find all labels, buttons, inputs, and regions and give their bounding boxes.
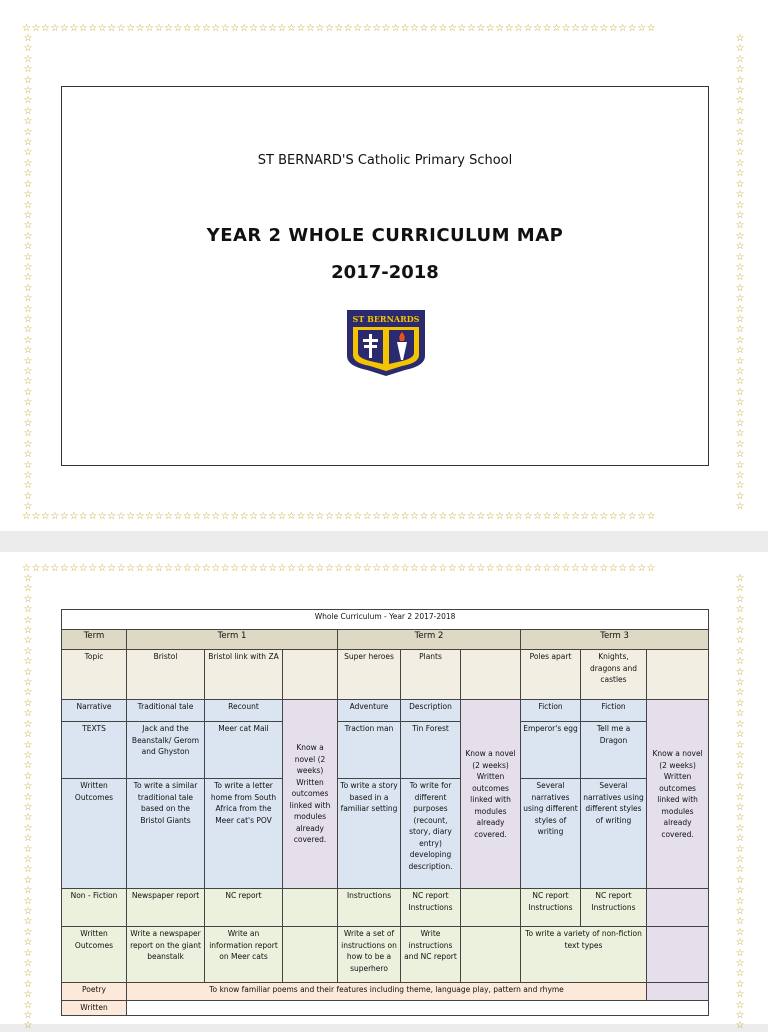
text-cell: Tell me a Dragon xyxy=(581,722,647,779)
written-outcomes-label: Written Outcomes xyxy=(62,779,127,889)
logo-text: ST BERNARDS xyxy=(352,314,420,324)
star-border-top: ☆☆☆☆☆☆☆☆☆☆☆☆☆☆☆☆☆☆☆☆☆☆☆☆☆☆☆☆☆☆☆☆☆☆☆☆☆☆☆☆☆☆☆☆☆☆☆☆☆☆☆☆☆☆☆☆☆☆☆☆☆☆☆☆☆☆☆ xyxy=(22,563,657,574)
topic-cell-empty xyxy=(647,650,709,700)
outcome-cell: Write instructions and NC report xyxy=(401,927,461,983)
topic-row xyxy=(62,650,709,700)
outcome-cell-term-3: To write a variety of non-fiction text types xyxy=(521,927,647,983)
nonfiction-row xyxy=(62,889,709,927)
nonfiction-cell: NC report Instructions xyxy=(581,889,647,927)
topic-cell: Bristol xyxy=(127,650,205,700)
poetry-row xyxy=(62,983,709,1001)
star-border-left: ☆ ☆ ☆ ☆ ☆ ☆ ☆ ☆ ☆ ☆ ☆ ☆ ☆ ☆ ☆ ☆ ☆ ☆ ☆ ☆ ☆ ☆ ☆ ☆ ☆ ☆ ☆ ☆ ☆ ☆ ☆ ☆ ☆ ☆ ☆ ☆ ☆ ☆ ☆ ☆ ☆ ☆ ☆ ☆ ☆ ☆ xyxy=(23,33,33,513)
topic-cell: Bristol link with ZA xyxy=(205,650,283,700)
narrative-cell: Description xyxy=(401,700,461,722)
topic-cell: Super heroes xyxy=(338,650,401,700)
table-caption: Whole Curriculum - Year 2 2017-2018 xyxy=(62,610,709,630)
outcome-cell-empty xyxy=(283,927,338,983)
star-border-bottom: ☆☆☆☆☆☆☆☆☆☆☆☆☆☆☆☆☆☆☆☆☆☆☆☆☆☆☆☆☆☆☆☆☆☆☆☆☆☆☆☆☆☆☆☆☆☆☆☆☆☆☆☆☆☆☆☆☆☆☆☆☆☆☆☆☆☆☆ xyxy=(22,511,657,522)
text-cell: Traction man xyxy=(338,722,401,779)
curriculum-table xyxy=(61,609,709,1016)
cover-title: YEAR 2 WHOLE CURRICULUM MAP xyxy=(206,225,564,246)
outcome-cell: Write a newspaper report on the giant beanstalk xyxy=(127,927,205,983)
nonfiction-cell: NC report xyxy=(205,889,283,927)
term-row xyxy=(62,630,709,650)
topic-cell: Poles apart xyxy=(521,650,581,700)
nonfiction-cell: NC report Instructions xyxy=(521,889,581,927)
outcome-cell-empty xyxy=(647,927,709,983)
text-cell: Jack and the Beanstalk/ Gerom and Ghyston xyxy=(127,722,205,779)
star-border-top: ☆☆☆☆☆☆☆☆☆☆☆☆☆☆☆☆☆☆☆☆☆☆☆☆☆☆☆☆☆☆☆☆☆☆☆☆☆☆☆☆☆☆☆☆☆☆☆☆☆☆☆☆☆☆☆☆☆☆☆☆☆☆☆☆☆☆☆ xyxy=(22,23,657,34)
outcome-cell: Several narratives using different styles of writing xyxy=(581,779,647,889)
topic-cell-empty xyxy=(283,650,338,700)
outcome-cell: To write a letter home from South Africa from the Meer cat's POV xyxy=(205,779,283,889)
nonfiction-cell-empty xyxy=(647,889,709,927)
narrative-cell: Recount xyxy=(205,700,283,722)
narrative-outcomes-row xyxy=(62,779,709,889)
cover-frame xyxy=(61,86,709,466)
nonfiction-cell: NC report Instructions xyxy=(401,889,461,927)
written-label: Written xyxy=(62,1001,127,1016)
nonfiction-cell: Newspaper report xyxy=(127,889,205,927)
term-3-header: Term 3 xyxy=(521,630,709,650)
term-label: Term xyxy=(62,630,127,650)
narrative-cell: Traditional tale xyxy=(127,700,205,722)
text-cell: Meer cat Mail xyxy=(205,722,283,779)
school-crest-logo xyxy=(345,308,427,378)
nonfiction-cell-empty xyxy=(461,889,521,927)
outcome-cell: To write a story based in a familiar setting xyxy=(338,779,401,889)
texts-label: TEXTS xyxy=(62,722,127,779)
star-border-right: ☆ ☆ ☆ ☆ ☆ ☆ ☆ ☆ ☆ ☆ ☆ ☆ ☆ ☆ ☆ ☆ ☆ ☆ ☆ ☆ ☆ ☆ ☆ ☆ ☆ ☆ ☆ ☆ ☆ ☆ ☆ ☆ ☆ ☆ ☆ ☆ ☆ ☆ ☆ ☆ ☆ ☆ ☆ ☆ xyxy=(735,573,745,1032)
nonfiction-label: Non - Fiction xyxy=(62,889,127,927)
narrative-cell: Adventure xyxy=(338,700,401,722)
topic-cell: Plants xyxy=(401,650,461,700)
outcome-cell: Write a set of instructions on how to be a superhero xyxy=(338,927,401,983)
novel-note-term-1: Know a novel (2 weeks) Written outcomes linked with modules already covered. xyxy=(283,700,338,889)
nonfiction-cell-empty xyxy=(283,889,338,927)
narrative-cell: Fiction xyxy=(521,700,581,722)
outcome-cell: To write for different purposes (recount, story, diary entry) developing description. xyxy=(401,779,461,889)
topic-label: Topic xyxy=(62,650,127,700)
topic-cell-empty xyxy=(461,650,521,700)
narrative-row xyxy=(62,700,709,722)
outcome-cell-empty xyxy=(461,927,521,983)
outcome-cell: To write a similar traditional tale based on the Bristol Giants xyxy=(127,779,205,889)
cover-year: 2017-2018 xyxy=(331,262,439,283)
novel-note-term-3: Know a novel (2 weeks) Written outcomes linked with modules already covered. xyxy=(647,700,709,889)
outcome-cell: Several narratives using different styles of writing xyxy=(521,779,581,889)
star-border-right: ☆ ☆ ☆ ☆ ☆ ☆ ☆ ☆ ☆ ☆ ☆ ☆ ☆ ☆ ☆ ☆ ☆ ☆ ☆ ☆ ☆ ☆ ☆ ☆ ☆ ☆ ☆ ☆ ☆ ☆ ☆ ☆ ☆ ☆ ☆ ☆ ☆ ☆ ☆ ☆ ☆ ☆ ☆ ☆ ☆ ☆ xyxy=(735,33,745,513)
topic-cell: Knights, dragons and castles xyxy=(581,650,647,700)
poetry-cell-empty xyxy=(647,983,709,1001)
term-1-header: Term 1 xyxy=(127,630,338,650)
novel-note-term-2: Know a novel (2 weeks) Written outcomes linked with modules already covered. xyxy=(461,700,521,889)
nonfiction-outcomes-row xyxy=(62,927,709,983)
poetry-cell: To know familiar poems and their features including theme, language play, pattern and rhyme xyxy=(127,983,647,1001)
nonfiction-cell: Instructions xyxy=(338,889,401,927)
text-cell: Tin Forest xyxy=(401,722,461,779)
written-cell-empty xyxy=(127,1001,709,1016)
school-name: ST BERNARD'S Catholic Primary School xyxy=(257,153,513,168)
caption-row xyxy=(62,610,709,630)
poetry-label: Poetry xyxy=(62,983,127,1001)
text-cell: Emperor's egg xyxy=(521,722,581,779)
texts-row xyxy=(62,722,709,779)
written-row xyxy=(62,1001,709,1016)
curriculum-page xyxy=(0,552,768,1032)
outcome-cell: Write an information report on Meer cats xyxy=(205,927,283,983)
term-2-header: Term 2 xyxy=(338,630,521,650)
written-outcomes-label: Written Outcomes xyxy=(62,927,127,983)
narrative-cell: Fiction xyxy=(581,700,647,722)
narrative-label: Narrative xyxy=(62,700,127,722)
star-border-left: ☆ ☆ ☆ ☆ ☆ ☆ ☆ ☆ ☆ ☆ ☆ ☆ ☆ ☆ ☆ ☆ ☆ ☆ ☆ ☆ ☆ ☆ ☆ ☆ ☆ ☆ ☆ ☆ ☆ ☆ ☆ ☆ ☆ ☆ ☆ ☆ ☆ ☆ ☆ ☆ ☆ ☆ ☆ ☆ xyxy=(23,573,33,1032)
